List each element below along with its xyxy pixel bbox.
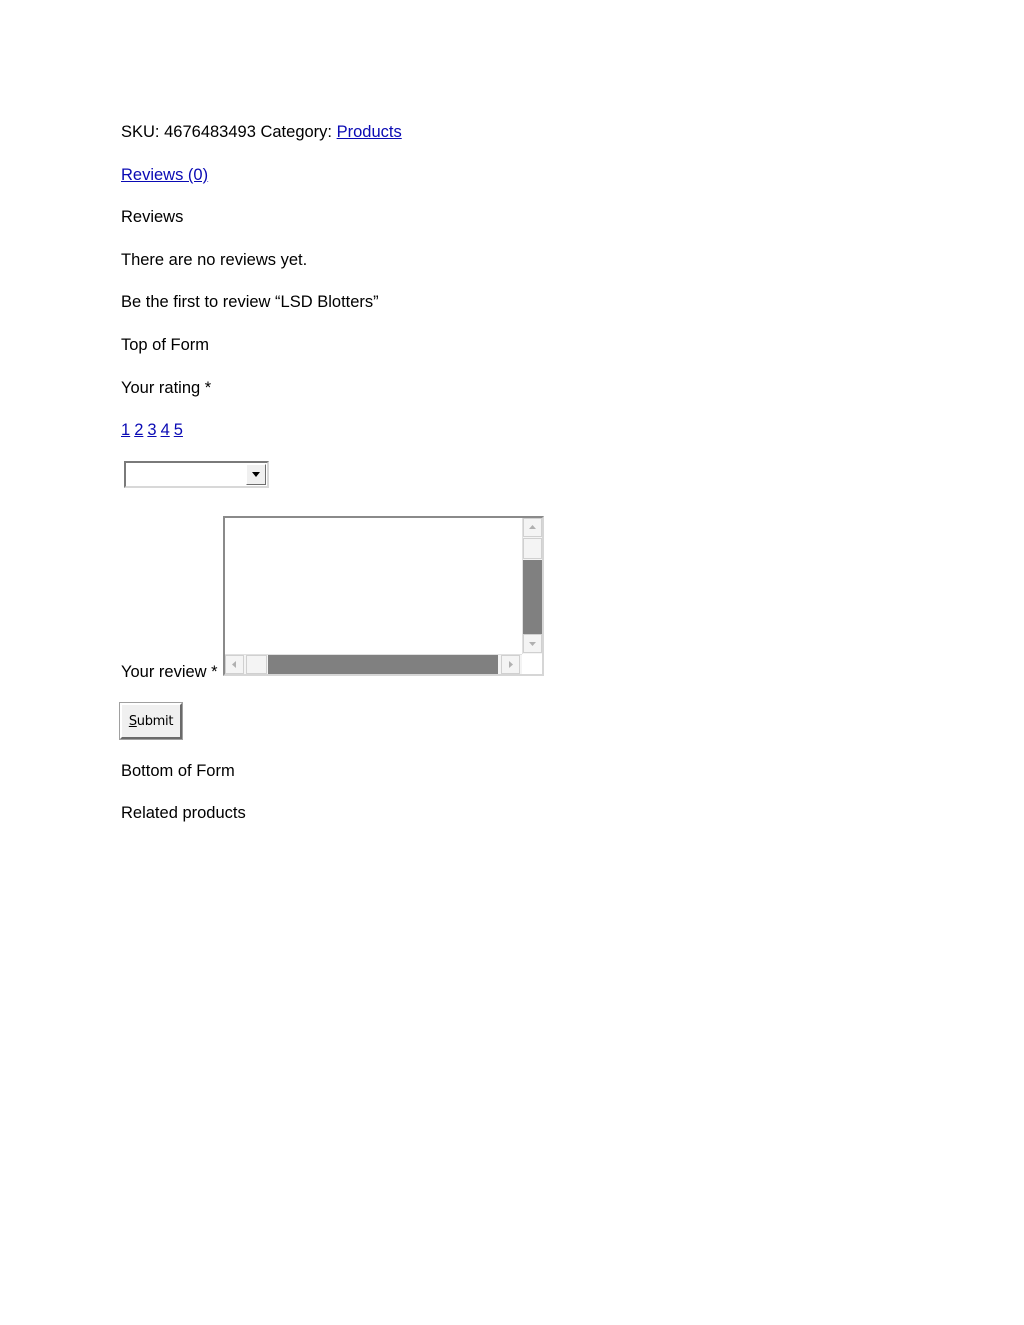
rating-links (121, 420, 187, 440)
related-products-heading: Related products (121, 804, 246, 822)
review-textarea-frame (223, 516, 544, 676)
horizontal-scroll-thumb[interactable] (268, 655, 498, 674)
category-label: Category: (260, 123, 333, 141)
review-textarea[interactable] (225, 518, 522, 654)
category-products-link[interactable]: Products (336, 123, 402, 141)
arrow-up-icon (524, 519, 541, 536)
scroll-up-button[interactable] (523, 518, 542, 537)
vertical-scroll-track[interactable] (523, 538, 542, 559)
submit-mnemonic: S (128, 713, 137, 729)
scrollbar-corner (522, 654, 542, 674)
horizontal-scroll-track[interactable] (246, 655, 267, 674)
arrow-left-icon (226, 656, 243, 673)
reviews-tab-row (121, 165, 208, 185)
review-label: Your review * (121, 663, 218, 681)
submit-button[interactable] (120, 703, 182, 739)
sku-label: SKU: (121, 123, 160, 141)
rating-link-5[interactable]: 5 (173, 421, 183, 439)
rating-select[interactable] (124, 461, 269, 488)
bottom-of-form-marker: Bottom of Form (121, 762, 235, 780)
vertical-scrollbar[interactable] (522, 518, 542, 654)
top-of-form-marker: Top of Form (121, 336, 210, 354)
arrow-right-icon (502, 656, 519, 673)
scroll-left-button[interactable] (225, 655, 244, 674)
no-reviews-message: There are no reviews yet. (121, 251, 308, 269)
vertical-scroll-thumb[interactable] (523, 560, 542, 634)
rating-link-4[interactable]: 4 (160, 421, 170, 439)
reviews-tab-link[interactable]: Reviews (0) (121, 166, 209, 184)
scroll-down-button[interactable] (523, 634, 542, 653)
rating-label: Your rating * (121, 379, 212, 397)
first-review-prompt: Be the first to review “LSD Blotters” (121, 293, 379, 311)
sku-value: 4676483493 (164, 123, 256, 141)
rating-link-3[interactable]: 3 (147, 421, 157, 439)
product-meta (121, 122, 402, 142)
horizontal-scrollbar[interactable] (225, 654, 522, 674)
scroll-right-button[interactable] (501, 655, 520, 674)
reviews-heading: Reviews (121, 208, 184, 226)
rating-select-dropdown-button[interactable] (246, 464, 266, 485)
chevron-down-icon (251, 472, 261, 478)
submit-label: ubmit (136, 713, 174, 729)
arrow-down-icon (524, 635, 541, 652)
rating-link-2[interactable]: 2 (134, 421, 144, 439)
rating-link-1[interactable]: 1 (121, 421, 131, 439)
